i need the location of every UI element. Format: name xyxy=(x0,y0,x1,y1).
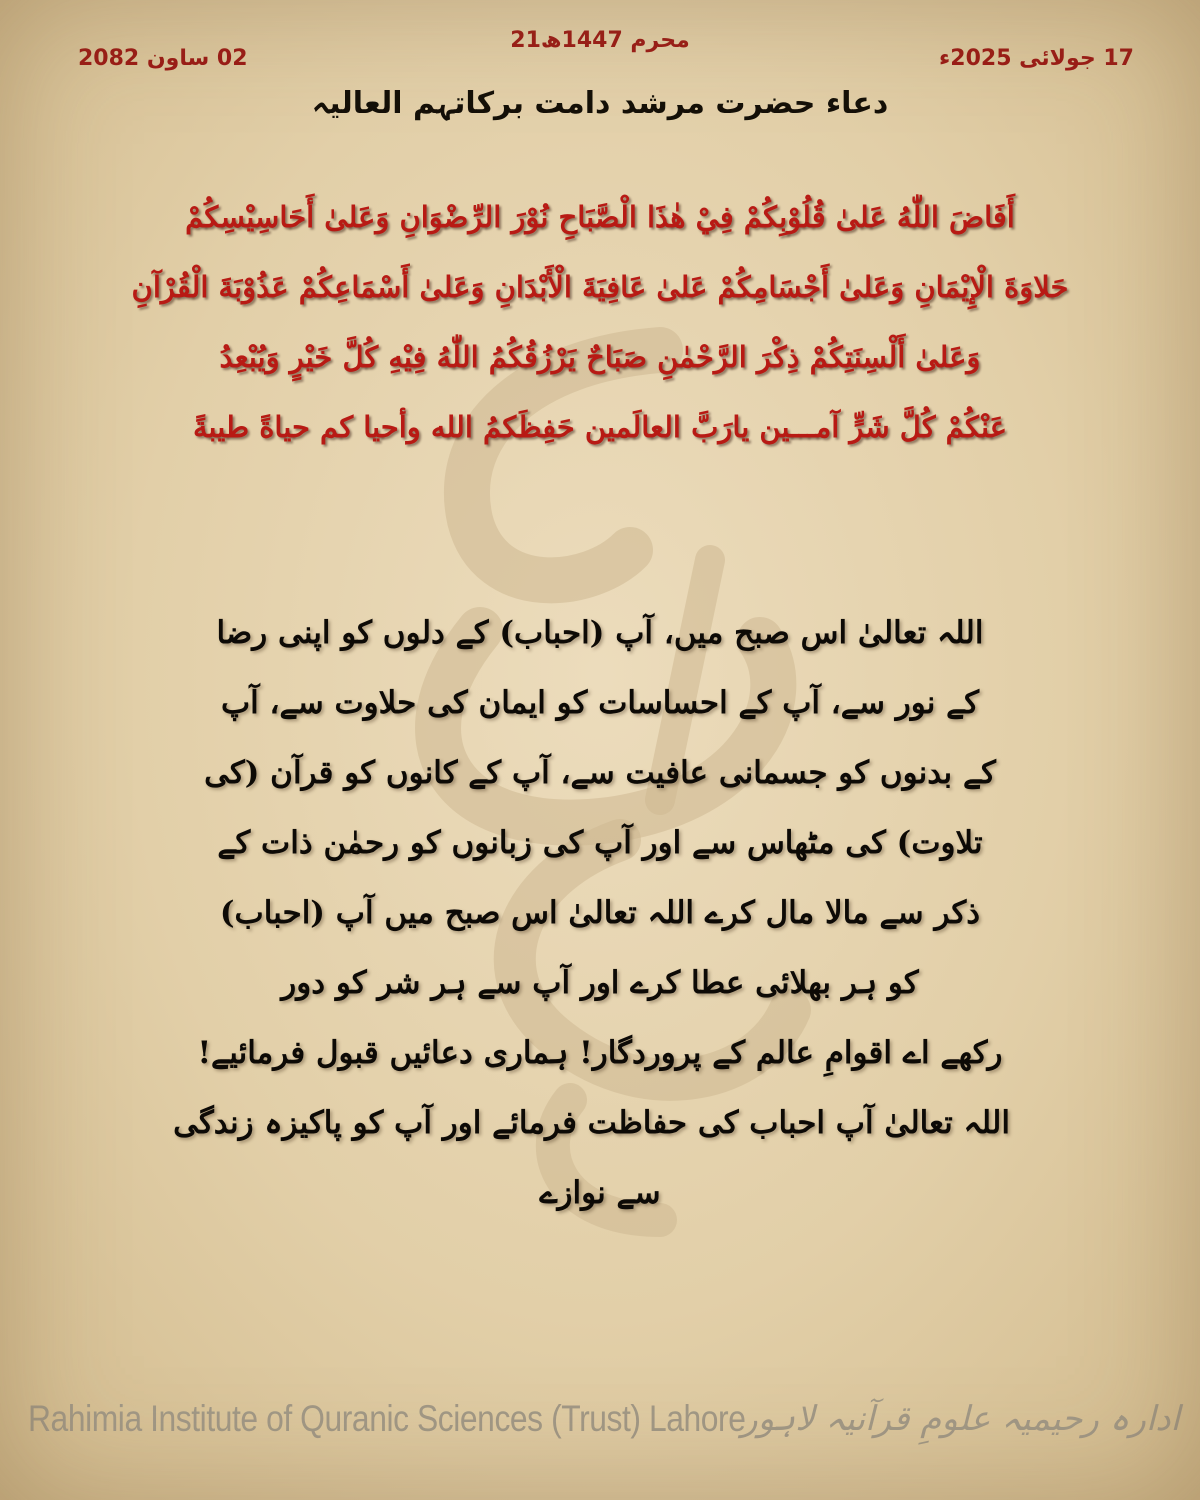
urdu-translation xyxy=(173,598,1010,1228)
urdu-line: کو ہر بھلائی عطا کرے اور آپ سے ہر شر کو دور xyxy=(281,965,919,1001)
arabic-line: حَلاوَةَ الْإِيْمَانِ وَعَلىٰ أَجْسَامِكُمْ عَلىٰ عَافِيَةَ الْأَبْدَانِ وَعَلىٰ أَسْمَاعِكُمْ عَذُوْبَةَ الْقُرْآنِ xyxy=(131,270,1069,304)
urdu-line: کے بدنوں کو جسمانی عافیت سے، آپ کے کانوں کو قرآن (کی xyxy=(204,755,996,791)
hijri-date: 21محرم 1447ھ xyxy=(510,28,690,53)
urdu-line: اللہ تعالیٰ اس صبح میں، آپ (احباب) کے دلوں کو اپنی رضا xyxy=(216,615,984,651)
institute-name-urdu: ادارہ رحیمیہ علومِ قرآنیہ لاہور xyxy=(741,1399,1180,1439)
arabic-line: عَنْكُمْ كُلَّ شَرٍّ آمـــين يارَبَّ العالَمين حَفِظَكمُ الله وأحيا كم حياةً طيبةً xyxy=(192,410,1008,444)
urdu-line: تلاوت) کی مٹھاس سے اور آپ کی زبانوں کو رحمٰن ذات کے xyxy=(217,825,983,861)
urdu-line: رکھے اے اقوامِ عالم کے پروردگار! ہماری دعائیں قبول فرمائیے! xyxy=(197,1035,1003,1071)
page-title: دعاء حضرت مرشد دامت برکاتہم العالیہ xyxy=(311,86,889,121)
urdu-line: کے نور سے، آپ کے احساسات کو ایمان کی حلاوت سے، آپ xyxy=(220,685,980,721)
urdu-line: اللہ تعالیٰ آپ احباب کی حفاظت فرمائے اور آپ کو پاکیزہ زندگی xyxy=(173,1105,1010,1141)
institute-name-english: Rahimia Institute of Quranic Sciences (Trust) Lahore xyxy=(28,1398,746,1439)
arabic-prayer xyxy=(90,182,1110,462)
arabic-line: وَعَلىٰ أَلْسِنَتِكُمْ ذِكْرَ الرَّحْمٰنِ صَبَاحٌ يَرْزُقُكُمُ اللّٰهُ فِيْهِ كُلَّ خَيْرٍ وَيُبْعِدُ xyxy=(219,340,981,374)
urdu-line: سے نوازے xyxy=(539,1175,661,1211)
bikrami-date: 02 ساون 2082 xyxy=(78,46,248,71)
urdu-line: ذکر سے مالا مال کرے اللہ تعالیٰ اس صبح میں آپ (احباب) xyxy=(219,895,981,931)
arabic-line: أَفَاضَ اللّٰهُ عَلىٰ قُلُوْبِكُمْ فِيْ هٰذَا الْصَّبَاحِ نُوْرَ الرِّضْوَانِ وَعَلىٰ أَحَاسِيْسِكُمْ xyxy=(185,200,1015,234)
gregorian-date: 17 جولائی 2025ء xyxy=(939,46,1134,71)
